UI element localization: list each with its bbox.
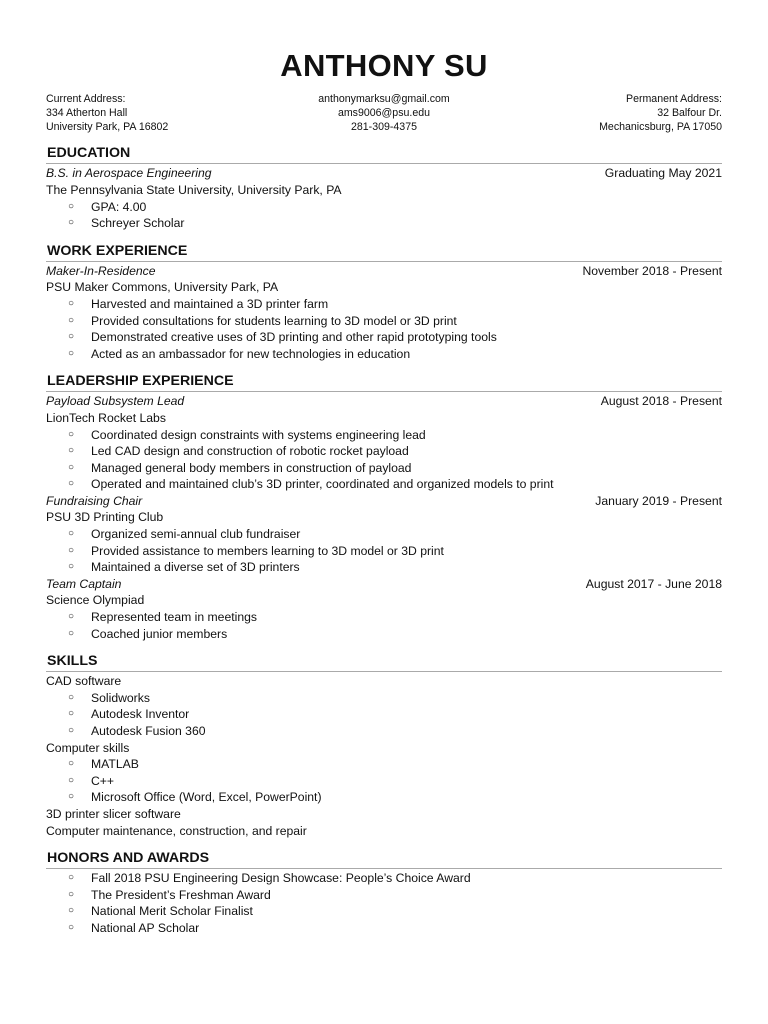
- bullet-circle-icon: ○: [68, 725, 75, 737]
- honors-list: [46, 870, 722, 936]
- leadership-role: Team Captain: [46, 576, 122, 591]
- list-item: ○ Demonstrated creative uses of 3D printing and other rapid prototyping tools: [68, 330, 497, 345]
- candidate-name: ANTHONY SU: [280, 48, 488, 83]
- leadership-organization: LionTech Rocket Labs: [46, 410, 166, 425]
- work-role: Maker-In-Residence: [46, 263, 156, 278]
- email-primary: anthonymarksu@gmail.com: [318, 93, 450, 105]
- list-item: ○ Operated and maintained club’s 3D printer, coordinated and organized models to print: [68, 477, 554, 492]
- skills-computer-label: Computer skills: [46, 740, 130, 755]
- list-item: ○ Solidworks: [68, 690, 150, 705]
- bullet-circle-icon: ○: [68, 888, 75, 900]
- leadership-date: January 2019 - Present: [595, 493, 722, 508]
- education-heading: EDUCATION: [46, 143, 722, 164]
- leadership-entry-header: [46, 576, 722, 593]
- bullet-circle-icon: ○: [68, 428, 75, 440]
- leadership-bullets: [46, 427, 722, 493]
- skills-cad-label: CAD software: [46, 674, 122, 689]
- honors-section: [46, 848, 722, 936]
- degree: B.S. in Aerospace Engineering: [46, 166, 212, 181]
- list-item: ○ Acted as an ambassador for new technologies in education: [68, 346, 411, 361]
- leadership-organization: PSU 3D Printing Club: [46, 510, 164, 525]
- list-item: ○ National Merit Scholar Finalist: [68, 904, 253, 919]
- bullet-circle-icon: ○: [68, 544, 75, 556]
- list-item: ○ National AP Scholar: [68, 920, 200, 935]
- bullet-circle-icon: ○: [68, 461, 75, 473]
- list-item: ○ Provided assistance to members learning to 3D model or 3D print: [68, 543, 444, 558]
- list-item: ○ C++: [68, 773, 115, 788]
- list-item: ○ Microsoft Office (Word, Excel, PowerPoint): [68, 790, 322, 805]
- list-item: ○ Fall 2018 PSU Engineering Design Showcase: People’s Choice Award: [68, 871, 471, 886]
- list-item: ○ Maintained a diverse set of 3D printers: [68, 560, 300, 575]
- work-section: [46, 241, 722, 363]
- list-item: ○ Autodesk Inventor: [68, 707, 190, 722]
- current-address: [46, 93, 271, 134]
- bullet-circle-icon: ○: [68, 611, 75, 623]
- work-date: November 2018 - Present: [582, 263, 722, 278]
- leadership-section: [46, 371, 722, 642]
- leadership-bullets: [46, 609, 722, 642]
- list-item: ○ Harvested and maintained a 3D printer farm: [68, 296, 329, 311]
- list-item: ○ Represented team in meetings: [68, 610, 257, 625]
- bullet-circle-icon: ○: [68, 774, 75, 786]
- work-bullets: [46, 296, 722, 362]
- bullet-circle-icon: ○: [68, 217, 75, 229]
- work-organization: PSU Maker Commons, University Park, PA: [46, 280, 279, 295]
- bullet-circle-icon: ○: [68, 314, 75, 326]
- bullet-circle-icon: ○: [68, 905, 75, 917]
- bullet-circle-icon: ○: [68, 528, 75, 540]
- list-item: ○ Managed general body members in construction of payload: [68, 460, 412, 475]
- list-item: ○ Led CAD design and construction of robotic rocket payload: [68, 444, 409, 459]
- email-secondary: ams9006@psu.edu: [337, 106, 431, 119]
- permanent-address-label: Permanent Address:: [626, 93, 722, 105]
- leadership-organization: Science Olympiad: [46, 593, 145, 608]
- skills-heading: SKILLS: [46, 651, 722, 672]
- list-item: ○ Autodesk Fusion 360: [68, 724, 206, 739]
- honors-heading: HONORS AND AWARDS: [46, 848, 722, 869]
- work-heading: WORK EXPERIENCE: [46, 241, 722, 262]
- skills-section: [46, 651, 722, 839]
- contact-block: [46, 93, 722, 134]
- bullet-circle-icon: ○: [68, 758, 75, 770]
- education-section: [46, 143, 722, 231]
- bullet-circle-icon: ○: [68, 691, 75, 703]
- current-address-label: Current Address:: [46, 93, 126, 105]
- leadership-date: August 2018 - Present: [600, 394, 722, 409]
- school: The Pennsylvania State University, University Park, PA: [46, 182, 342, 197]
- education-bullets: [46, 199, 722, 232]
- bullet-circle-icon: ○: [68, 347, 75, 359]
- leadership-entry-header: [46, 393, 722, 410]
- skills-cad-list: [46, 690, 722, 740]
- bullet-circle-icon: ○: [68, 297, 75, 309]
- permanent-address: [497, 93, 722, 134]
- permanent-address-line2: Mechanicsburg, PA 17050: [599, 120, 722, 133]
- list-item: ○ Coordinated design constraints with systems engineering lead: [68, 427, 426, 442]
- bullet-circle-icon: ○: [68, 445, 75, 457]
- bullet-circle-icon: ○: [68, 561, 75, 573]
- bullet-circle-icon: ○: [68, 200, 75, 212]
- bullet-circle-icon: ○: [68, 331, 75, 343]
- bullet-circle-icon: ○: [68, 872, 75, 884]
- leadership-bullets: [46, 526, 722, 576]
- list-item: ○ Coached junior members: [68, 626, 228, 641]
- leadership-date: August 2017 - June 2018: [585, 576, 722, 591]
- bullet-circle-icon: ○: [68, 708, 75, 720]
- graduation-date: Graduating May 2021: [604, 166, 722, 181]
- current-address-line1: 334 Atherton Hall: [46, 106, 128, 119]
- list-item: ○ GPA: 4.00: [68, 199, 147, 214]
- skills-computer-list: [46, 756, 722, 806]
- bullet-circle-icon: ○: [68, 791, 75, 803]
- list-item: ○ Organized semi-annual club fundraiser: [68, 527, 301, 542]
- current-address-line2: University Park, PA 16802: [46, 120, 169, 133]
- work-entry-header: [46, 263, 722, 280]
- bullet-circle-icon: ○: [68, 921, 75, 933]
- list-item: ○ Provided consultations for students learning to 3D model or 3D print: [68, 313, 457, 328]
- list-item: ○ Schreyer Scholar: [68, 216, 185, 231]
- leadership-role: Payload Subsystem Lead: [46, 394, 185, 409]
- list-item: ○ MATLAB: [68, 757, 139, 772]
- leadership-role: Fundraising Chair: [46, 493, 143, 508]
- contact-info: [271, 93, 496, 134]
- list-item: ○ The President’s Freshman Award: [68, 887, 271, 902]
- phone-number: 281-309-4375: [351, 120, 417, 133]
- leadership-entry-header: [46, 493, 722, 510]
- bullet-circle-icon: ○: [68, 478, 75, 490]
- bullet-circle-icon: ○: [68, 627, 75, 639]
- skills-maintenance: Computer maintenance, construction, and repair: [46, 823, 307, 838]
- permanent-address-line1: 32 Balfour Dr.: [657, 106, 722, 119]
- leadership-heading: LEADERSHIP EXPERIENCE: [46, 371, 722, 392]
- skills-slicer: 3D printer slicer software: [46, 806, 181, 821]
- education-entry-header: [46, 165, 722, 182]
